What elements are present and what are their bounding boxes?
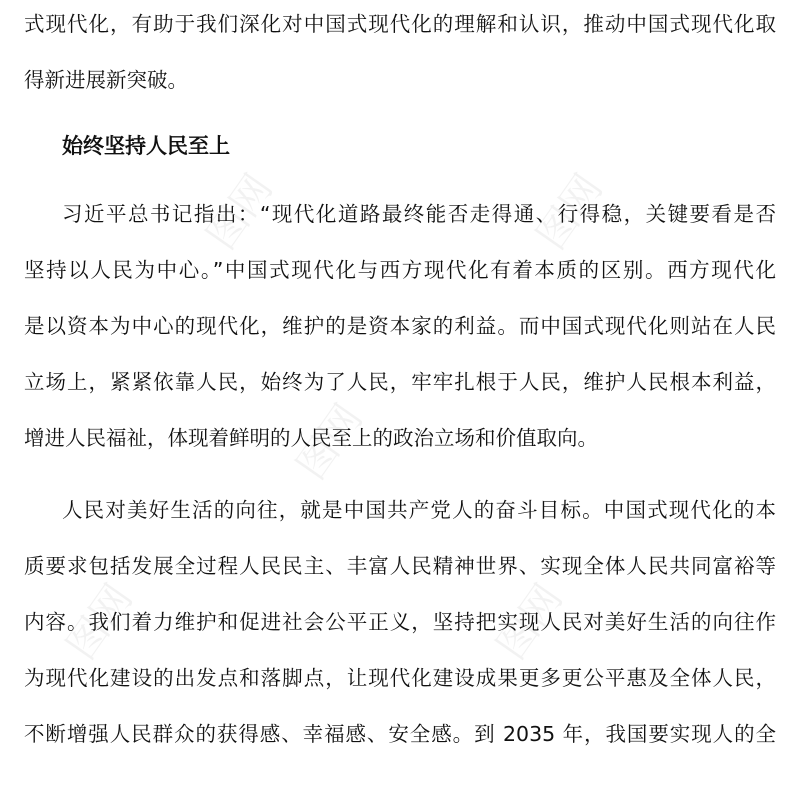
paragraph-line: 坚持以人民为中心。”中国式现代化与西方现代化有着本质的区别。西方现代化 (24, 258, 776, 282)
paragraph-line: 增进人民福祉，体现着鲜明的人民至上的政治立场和价值取向。 (24, 426, 598, 450)
paragraph-line: 得新进展新突破。 (24, 68, 188, 92)
paragraph-line: 式现代化，有助于我们深化对中国式现代化的理解和认识，推动中国式现代化取 (24, 12, 776, 36)
section-heading: 始终坚持人民至上 (62, 134, 230, 158)
paragraph-line: 为现代化建设的出发点和落脚点，让现代化建设成果更多更公平惠及全体人民， (24, 666, 776, 690)
paragraph-line: 人民对美好生活的向往，就是中国共产党人的奋斗目标。中国式现代化的本 (62, 498, 776, 522)
paragraph-line: 不断增强人民群众的获得感、幸福感、安全感。到 2035 年，我国要实现人的全 (24, 722, 776, 746)
paragraph-line: 内容。我们着力维护和促进社会公平正义，坚持把实现人民对美好生活的向往作 (24, 610, 776, 634)
watermark: 图网 (198, 166, 282, 258)
watermark: 图网 (528, 166, 612, 258)
paragraph-line: 质要求包括发展全过程人民民主、丰富人民精神世界、实现全体人民共同富裕等 (24, 554, 776, 578)
paragraph-line: 立场上，紧紧依靠人民，始终为了人民，牢牢扎根于人民，维护人民根本利益， (24, 370, 776, 394)
watermark: 图网 (288, 396, 372, 488)
watermark: 图网 (58, 576, 142, 668)
watermark: 图网 (488, 576, 572, 668)
paragraph-line: 习近平总书记指出：“现代化道路最终能否走得通、行得稳，关键要看是否 (62, 202, 776, 226)
paragraph-line: 是以资本为中心的现代化，维护的是资本家的利益。而中国式现代化则站在人民 (24, 314, 776, 338)
